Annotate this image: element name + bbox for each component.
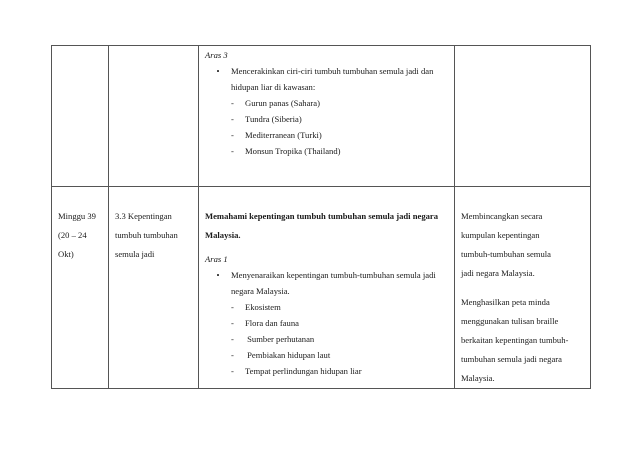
dash-icon: - (231, 114, 234, 124)
aras-1-bullet (205, 267, 449, 283)
list-item: - Monsun Tropika (Thailand) (205, 143, 449, 159)
list-item: - Mediterranean (Turki) (205, 127, 449, 143)
week-dates: (20 – 24 Okt) (58, 230, 87, 259)
topic-line: 3.3 Kepentingan (115, 211, 172, 221)
list-item: - Ekosistem (205, 299, 449, 315)
aras-3-bullet-continuation: hidupan liar di kawasan: (231, 82, 316, 92)
dash-icon: - (231, 130, 234, 140)
table-row-week-39 (52, 187, 591, 389)
list-item: - Sumber perhutanan (205, 331, 449, 347)
objective-cell (199, 187, 455, 389)
lesson-plan-table (51, 45, 591, 389)
activity-1-line: tumbuh-tumbuhan semula (461, 249, 551, 259)
activity-1-line: Membincangkan secara (461, 211, 543, 221)
activity-2-line: Malaysia. (461, 373, 495, 383)
objective-cell (199, 46, 455, 187)
activity-2-line: tumbuhan semula jadi negara (461, 354, 562, 364)
bullet-icon: • (216, 66, 220, 76)
dash-icon: - (231, 334, 234, 344)
table-row-continuation (52, 46, 591, 187)
activity-2-line: menggunakan tulisan braille (461, 316, 559, 326)
activity-1-line: jadi negara Malaysia. (461, 268, 535, 278)
week-cell-empty (52, 46, 109, 187)
aras-1-bullet-continuation: negara Malaysia. (231, 286, 290, 296)
aras-3-bullet (205, 63, 449, 79)
aras-1-bullet-text: Menyenaraikan kepentingan tumbuh-tumbuhan semula jadi (231, 270, 436, 280)
activity-1-line: kumpulan kepentingan (461, 230, 540, 240)
topic-line: tumbuh tumbuhan (115, 230, 178, 240)
topic-cell-empty (109, 46, 199, 187)
dash-icon: - (231, 350, 234, 360)
activity-2-line: Menghasilkan peta minda (461, 297, 550, 307)
week-cell (52, 187, 109, 389)
objective-title: Memahami kepentingan tumbuh tumbuhan semula jadi negara (205, 211, 439, 221)
activity-2-line: berkaitan kepentingan tumbuh- (461, 335, 569, 345)
dash-icon: - (231, 302, 234, 312)
list-item: - Tempat perlindungan hidupan liar (205, 363, 449, 379)
topic-line: semula jadi (115, 249, 155, 259)
list-item: - Flora dan fauna (205, 315, 449, 331)
dash-icon: - (231, 146, 234, 156)
week-label: Minggu 39 (58, 211, 96, 221)
list-item: - Tundra (Siberia) (205, 111, 449, 127)
bullet-icon: • (216, 270, 220, 280)
aras-3-bullet-text: Mencerakinkan ciri-ciri tumbuh tumbuhan semula jadi dan (231, 66, 434, 76)
topic-cell (109, 187, 199, 389)
dash-icon: - (231, 366, 234, 376)
aras-1-label: Aras 1 (205, 254, 228, 264)
list-item: - Gurun panas (Sahara) (205, 95, 449, 111)
activity-cell-empty (455, 46, 591, 187)
aras-3-label: Aras 3 (205, 50, 228, 60)
list-item: - Pembiakan hidupan laut (205, 347, 449, 363)
dash-icon: - (231, 98, 234, 108)
activity-cell (455, 187, 591, 389)
dash-icon: - (231, 318, 234, 328)
objective-title-cont: Malaysia. (205, 230, 241, 240)
